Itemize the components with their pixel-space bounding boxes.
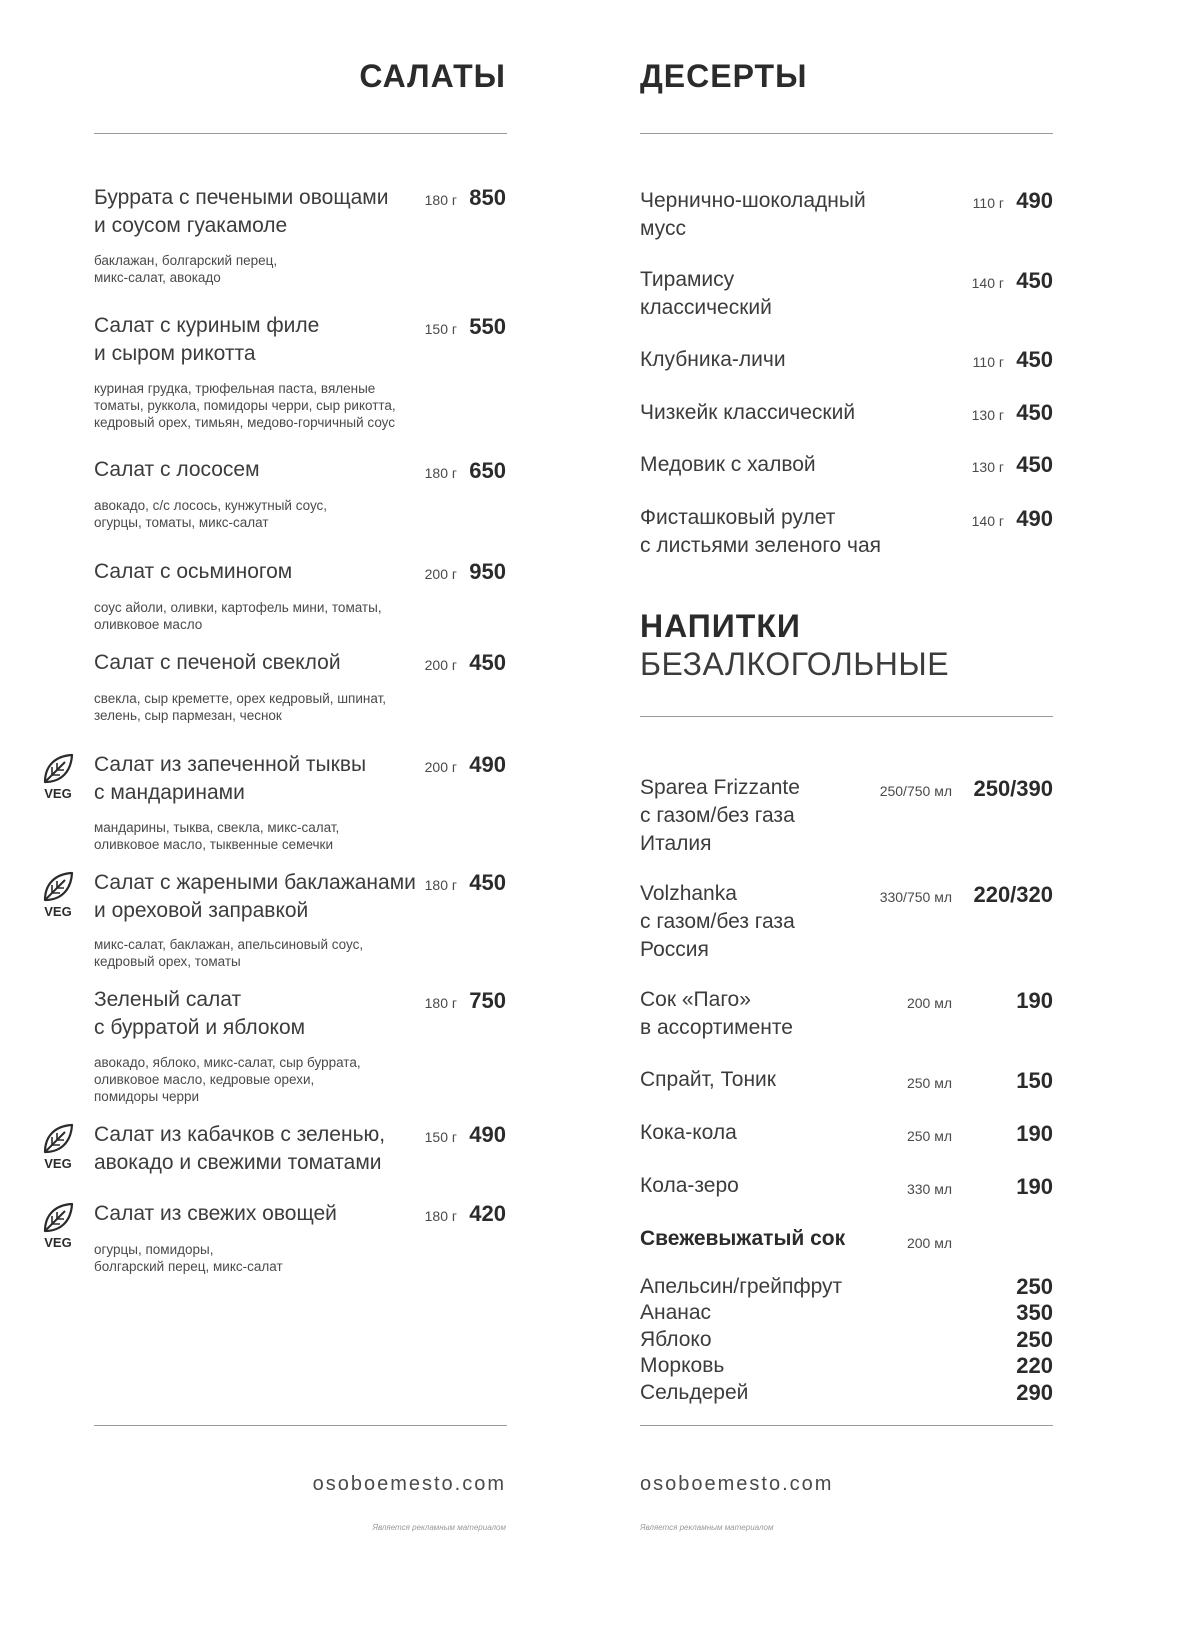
dessert-name: Медовик с халвой xyxy=(640,453,816,476)
salad-description: огурцы, помидоры, болгарский перец, микс-салат xyxy=(94,1242,283,1274)
dessert-price: 450 xyxy=(1016,347,1053,372)
drink-volume: 250 мл xyxy=(906,1128,952,1144)
salad-description: куриная грудка, трюфельная паста, вяленые томаты, руккола, помидоры черри, сыр рикотта, кедровый орех, тимьян, медово-горчичный соус xyxy=(94,381,396,430)
salad-weight: 180 г xyxy=(424,995,457,1011)
salad-name: Салат с печеной свеклой xyxy=(94,651,341,674)
fresh-juice-volume: 200 мл xyxy=(906,1235,952,1251)
salad-description: мандарины, тыква, свекла, микс-салат, оливковое масло, тыквенные семечки xyxy=(94,820,340,852)
salad-name: Салат с лососем xyxy=(94,458,260,481)
salad-price: 850 xyxy=(469,185,506,210)
drink-name: Volzhanka с газом/без газа Россия xyxy=(640,882,795,961)
fresh-juice-name: Яблоко xyxy=(640,1328,712,1351)
drinks-title: НАПИТКИ xyxy=(640,608,801,644)
dessert-price: 450 xyxy=(1016,400,1053,425)
fresh-juice-price: 220 xyxy=(1016,1353,1053,1378)
drink-price: 150 xyxy=(1016,1068,1053,1093)
salad-name: Салат с куриным филе и сыром рикотта xyxy=(94,314,320,365)
salad-price: 650 xyxy=(469,458,506,483)
dessert-name: Клубника-личи xyxy=(640,348,786,371)
salad-price: 950 xyxy=(469,559,506,584)
ad-disclaimer-left: Является рекламным материалом xyxy=(372,1523,506,1532)
fresh-juice-name: Ананас xyxy=(640,1301,712,1324)
veg-badge xyxy=(35,1122,81,1180)
veg-label: VEG xyxy=(44,904,72,919)
salad-weight: 180 г xyxy=(424,465,457,481)
fresh-juice-price: 250 xyxy=(1016,1327,1053,1352)
salads-top-divider xyxy=(94,133,507,134)
drink-price: 220/320 xyxy=(973,882,1053,907)
salad-price: 450 xyxy=(469,650,506,675)
salad-price: 420 xyxy=(469,1201,506,1226)
salad-price: 550 xyxy=(469,314,506,339)
salad-price: 490 xyxy=(469,1122,506,1147)
salad-description: соус айоли, оливки, картофель мини, томаты, оливковое масло xyxy=(94,600,382,632)
drink-volume: 250/750 мл xyxy=(879,783,952,799)
fresh-juice-name: Сельдерей xyxy=(640,1381,749,1404)
salad-weight: 180 г xyxy=(424,192,457,208)
salads-title: САЛАТЫ xyxy=(359,58,506,94)
leaf-icon xyxy=(41,1201,75,1235)
website-link-right[interactable]: osoboemesto.com xyxy=(640,1473,834,1495)
salad-description: баклажан, болгарский перец, микс-салат, авокадо xyxy=(94,253,278,285)
salad-description: микс-салат, баклажан, апельсиновый соус, кедровый орех, томаты xyxy=(94,937,364,969)
drink-volume: 200 мл xyxy=(906,995,952,1011)
drink-volume: 330/750 мл xyxy=(879,889,952,905)
dessert-weight: 140 г xyxy=(971,275,1004,291)
drinks-subtitle: БЕЗАЛКОГОЛЬНЫЕ xyxy=(640,646,950,682)
dessert-price: 450 xyxy=(1016,452,1053,477)
veg-label: VEG xyxy=(44,1156,72,1171)
salad-description: авокадо, с/с лосось, кунжутный соус, огурцы, томаты, микс-салат xyxy=(94,498,328,530)
salad-name: Салат из свежих овощей xyxy=(94,1202,337,1225)
desserts-title: ДЕСЕРТЫ xyxy=(640,58,808,94)
salads-bottom-divider xyxy=(94,1425,507,1426)
drink-name: Кока-кола xyxy=(640,1121,737,1144)
salad-weight: 180 г xyxy=(424,1208,457,1224)
fresh-juice-price: 350 xyxy=(1016,1300,1053,1325)
dessert-weight: 110 г xyxy=(972,354,1004,370)
ad-disclaimer-right: Является рекламным материалом xyxy=(640,1523,774,1532)
drinks-bottom-divider xyxy=(640,1425,1053,1426)
fresh-juice-title: Свежевыжатый сок xyxy=(640,1227,846,1250)
salad-weight: 150 г xyxy=(424,321,457,337)
dessert-weight: 140 г xyxy=(971,513,1004,529)
veg-label: VEG xyxy=(44,1235,72,1250)
drink-price: 190 xyxy=(1016,1121,1053,1146)
salad-price: 750 xyxy=(469,988,506,1013)
salad-name: Буррата с печеными овощами и соусом гуакамоле xyxy=(94,186,389,237)
dessert-price: 450 xyxy=(1016,268,1053,293)
veg-badge xyxy=(35,1201,81,1259)
salad-name: Салат с жареными баклажанами и ореховой заправкой xyxy=(94,871,416,922)
salad-name: Салат из запеченной тыквы с мандаринами xyxy=(94,753,367,804)
leaf-icon xyxy=(41,1122,75,1156)
drink-name: Sparea Frizzante с газом/без газа Италия xyxy=(640,776,800,855)
drink-name: Сок «Паго» в ассортименте xyxy=(640,988,793,1039)
salad-price: 450 xyxy=(469,870,506,895)
dessert-weight: 130 г xyxy=(971,407,1004,423)
drink-name: Кола-зеро xyxy=(640,1174,739,1197)
drink-price: 190 xyxy=(1016,1174,1053,1199)
dessert-price: 490 xyxy=(1016,188,1053,213)
salad-name: Салат с осьминогом xyxy=(94,560,293,583)
dessert-weight: 130 г xyxy=(971,459,1004,475)
drink-price: 190 xyxy=(1016,988,1053,1013)
salad-weight: 200 г xyxy=(424,566,457,582)
drink-volume: 250 мл xyxy=(906,1075,952,1091)
fresh-juice-name: Апельсин/грейпфрут xyxy=(640,1275,843,1298)
fresh-juice-price: 250 xyxy=(1016,1274,1053,1299)
salad-name: Зеленый салат с бурратой и яблоком xyxy=(94,988,306,1039)
website-link-left[interactable]: osoboemesto.com xyxy=(312,1473,506,1495)
fresh-juice-name: Морковь xyxy=(640,1354,725,1377)
drink-price: 250/390 xyxy=(973,776,1053,801)
drinks-top-divider xyxy=(640,716,1053,717)
veg-badge xyxy=(35,870,81,928)
dessert-name: Тирамису классический xyxy=(640,268,772,319)
drink-volume: 330 мл xyxy=(906,1181,952,1197)
leaf-icon xyxy=(41,752,75,786)
dessert-weight: 110 г xyxy=(972,195,1004,211)
dessert-name: Чернично-шоколадный мусс xyxy=(640,189,866,240)
dessert-name: Фисташковый рулет с листьями зеленого чая xyxy=(640,506,882,557)
salad-weight: 200 г xyxy=(424,759,457,775)
leaf-icon xyxy=(41,870,75,904)
drink-name: Спрайт, Тоник xyxy=(640,1068,776,1091)
salad-weight: 150 г xyxy=(424,1129,457,1145)
salad-name: Салат из кабачков с зеленью, авокадо и свежими томатами xyxy=(94,1123,386,1174)
salad-description: свекла, сыр креметте, орех кедровый, шпинат, зелень, сыр пармезан, чеснок xyxy=(94,691,387,723)
fresh-juice-price: 290 xyxy=(1016,1380,1053,1405)
salad-weight: 200 г xyxy=(424,657,457,673)
salad-description: авокадо, яблоко, микс-салат, сыр буррата, оливковое масло, кедровые орехи, помидоры черри xyxy=(94,1055,361,1104)
veg-label: VEG xyxy=(44,786,72,801)
veg-badge xyxy=(35,752,81,810)
salad-price: 490 xyxy=(469,752,506,777)
dessert-price: 490 xyxy=(1016,506,1053,531)
desserts-top-divider xyxy=(640,133,1053,134)
dessert-name: Чизкейк классический xyxy=(640,401,856,424)
salad-weight: 180 г xyxy=(424,877,457,893)
